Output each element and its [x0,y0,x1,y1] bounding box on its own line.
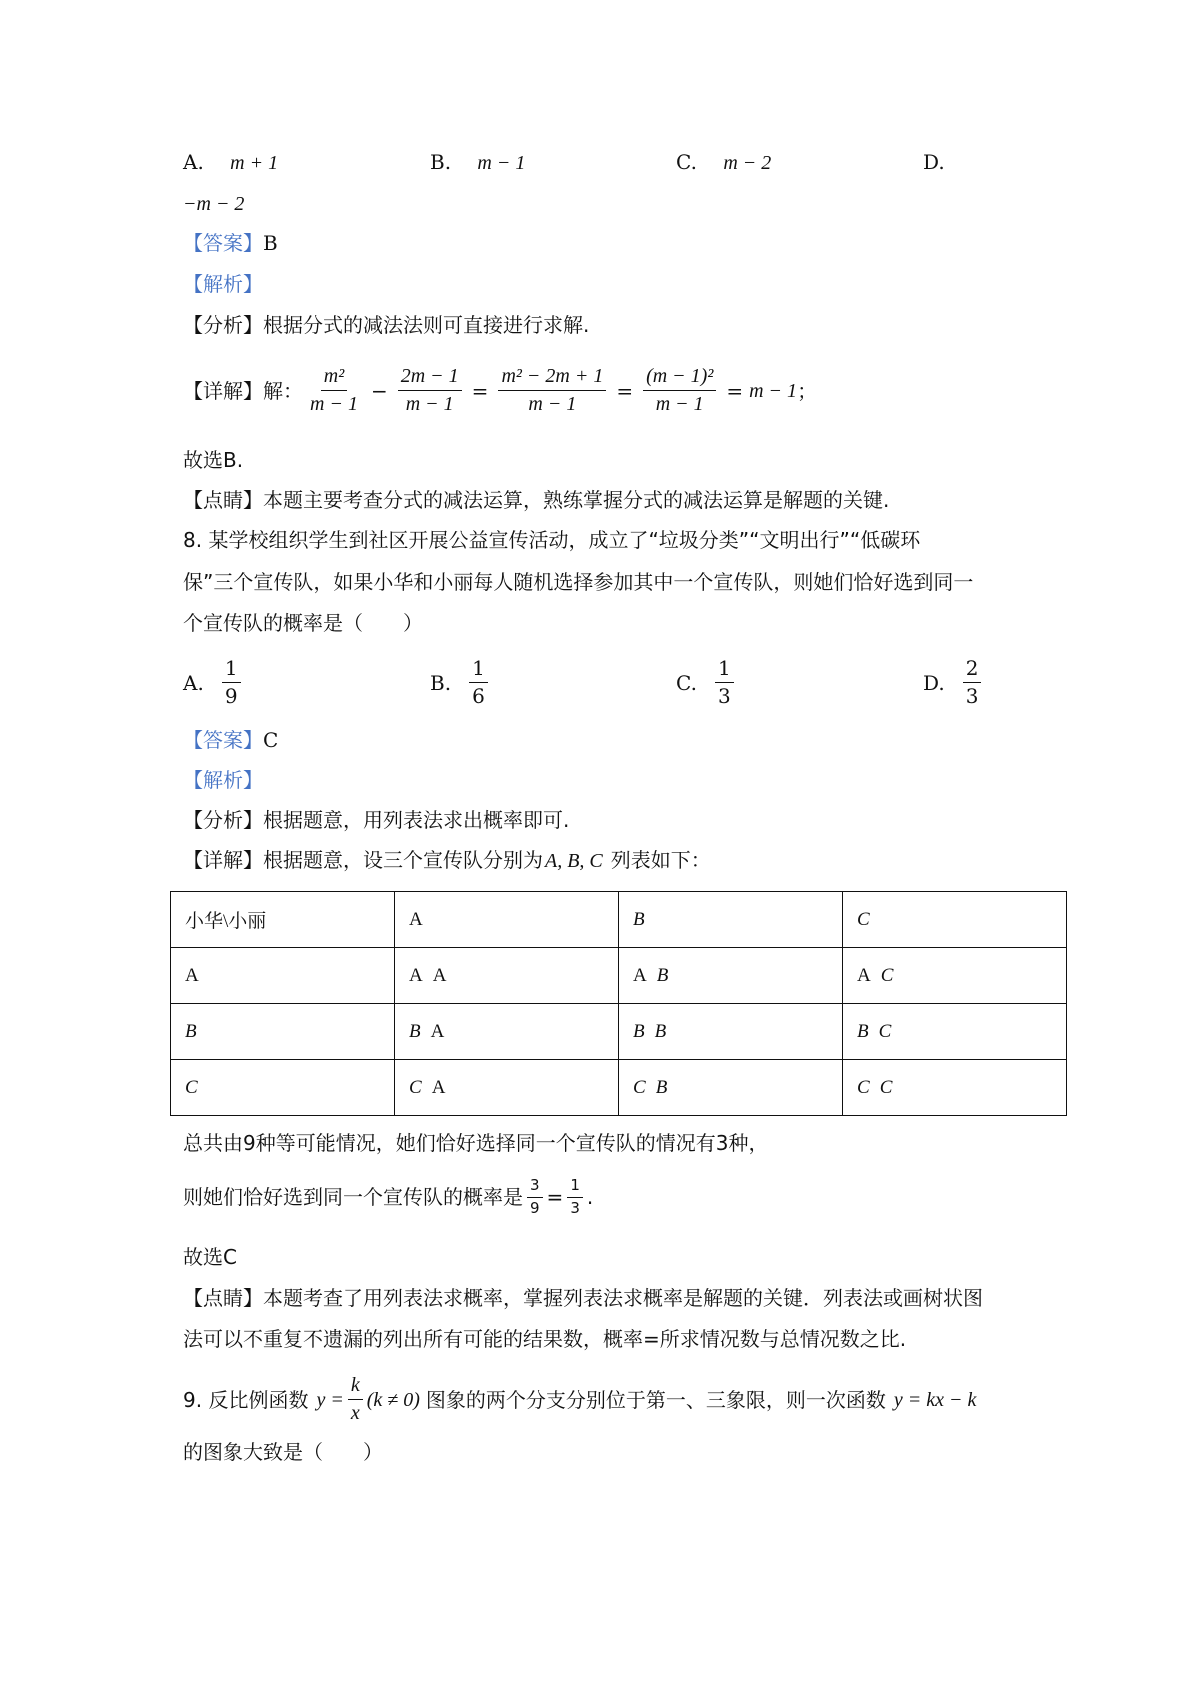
comment-tag: 【点睛】 [183,1286,263,1310]
outcome-table [170,891,1067,1116]
table-cell [395,1060,619,1116]
q7-answer [183,233,278,253]
cell-second: B [656,964,669,986]
fenxi-tag: 【分析】 [183,808,263,832]
table-header-row [171,892,1067,948]
formula-result: m − 1 [749,379,798,402]
cell-first: A [633,964,647,986]
numerator: 1 [567,1178,583,1198]
option-value: m − 2 [723,152,772,174]
q8-comment-line-1 [183,1288,983,1308]
q8-fenxi [183,810,569,830]
denominator: m − 1 [310,393,358,415]
detail-prefix: 解： [263,378,303,403]
numerator: (m − 1)² [643,366,716,391]
denominator: 9 [224,684,238,708]
denominator: m − 1 [528,393,577,415]
q8-stem-line-1: 8. 某学校组织学生到社区开展公益宣传活动，成立了“垃圾分类”“文明出行”“低碳环 [183,528,921,552]
table-header-cell: C [843,892,1067,948]
q7-option-d-label[interactable] [923,152,945,172]
answer-tag: 【答案】 [183,231,263,255]
option-value: m + 1 [230,152,279,174]
fraction-2 [398,366,462,415]
table-row-header: A [171,948,395,1004]
fenxi-text: 根据分式的减法法则可直接进行求解. [263,313,590,337]
prob-prefix: 则她们恰好选到同一个宣传队的概率是 [183,1185,523,1210]
cell-first: B [409,1020,421,1042]
cell-second: A [430,1020,445,1042]
q9-middle: 图象的两个分支分别位于第一、三象限，则一次函数 [425,1387,886,1412]
q9-linear: y = kx − k [893,1388,977,1411]
option-fraction [222,658,241,707]
q9-prefix: 9. 反比例函数 [183,1387,309,1412]
option-fraction [715,658,734,707]
comment-tag: 【点睛】 [183,488,263,512]
equals-sign: = [471,378,489,403]
option-label: D. [923,670,945,695]
detail-vars: A, B, C [545,850,603,872]
prob-fraction-1 [527,1178,543,1217]
cell-first: B [857,1020,869,1042]
table-cell [843,1060,1067,1116]
fenxi-tag: 【分析】 [183,313,263,337]
denominator: m − 1 [405,393,454,415]
table-cell [395,1004,619,1060]
option-label: C. [676,670,697,695]
minus-sign: − [370,378,388,403]
answer-value: B [263,231,278,255]
numerator: 3 [527,1178,543,1198]
q8-option-a[interactable] [183,658,245,707]
option-fraction [963,658,982,707]
q8-analysis-tag: 【解析】 [183,768,263,792]
q7-option-c[interactable] [676,152,771,173]
denominator: m − 1 [655,393,704,415]
formula-tail: ； [797,378,818,403]
option-value: m − 1 [477,152,526,174]
q9-fraction [348,1375,363,1424]
equals-sign: = [616,378,634,403]
table-row [171,1060,1067,1116]
q7-option-b[interactable] [430,152,525,173]
numerator: 2 [963,658,982,683]
numerator: m² − 2m + 1 [498,366,606,391]
detail-text: 根据题意，设三个宣传队分别为 [263,848,543,872]
numerator: k [348,1375,363,1400]
option-label: C. [676,150,697,174]
q9-condition: (k ≠ 0) [366,1388,420,1411]
denominator: 3 [717,684,731,708]
comment-text: 本题考查了用列表法求概率，掌握列表法求概率是解题的关键．列表法或画树状图 [263,1286,983,1310]
numerator: 1 [469,658,488,683]
numerator: m² [321,366,347,391]
q8-probability-line [183,1178,593,1217]
table-row [171,948,1067,1004]
answer-tag: 【答案】 [183,728,263,752]
table-header-cell: A [395,892,619,948]
cell-first: A [409,964,423,986]
cell-first: C [857,1076,870,1098]
denominator: 6 [472,684,485,708]
q9-stem-line-1 [183,1375,976,1424]
cell-second: B [654,1020,667,1042]
prob-fraction-2 [567,1178,583,1217]
q7-detail-formula [183,366,817,415]
cell-second: C [879,1076,893,1098]
table-cell [619,1004,843,1060]
q7-fenxi [183,315,589,335]
q8-answer [183,730,278,750]
numerator: 1 [222,658,241,683]
q8-stem-line-2: 保”三个宣传队，如果小华和小丽每人随机选择参加其中一个宣传队，则她们恰好选到同一 [183,570,974,594]
numerator: 1 [715,658,734,683]
equals-sign: = [726,378,744,403]
detail-tag: 【详解】 [183,848,263,872]
table-row-header: B [171,1004,395,1060]
denominator: 9 [530,1198,540,1217]
cell-first: A [857,964,871,986]
q8-comment-line-2: 法可以不重复不遗漏的列出所有可能的结果数，概率=所求情况数与总情况数之比. [183,1327,907,1351]
table-cell [843,1004,1067,1060]
cell-first: B [633,1020,645,1042]
cell-second: C [878,1020,892,1042]
fenxi-text: 根据题意，用列表法求出概率即可. [263,808,570,832]
q8-detail [183,850,711,871]
q8-stem-line-3: 个宣传队的概率是（ ） [183,611,423,635]
q7-conclusion: 故选B. [183,448,244,472]
q7-comment [183,490,889,510]
prob-equals: = [546,1185,564,1210]
q8-after-table: 总共由9种等可能情况，她们恰好选择同一个宣传队的情况有3种， [183,1131,769,1155]
comment-text: 本题主要考查分式的减法运算，熟练掌握分式的减法运算是解题的关键. [263,488,890,512]
cell-second: B [655,1076,668,1098]
table-row-header: C [171,1060,395,1116]
q9-stem-line-2: 的图象大致是（ ） [183,1440,383,1464]
cell-second: A [432,964,447,986]
option-label: A. [183,150,204,174]
q8-conclusion: 故选C [183,1245,237,1269]
option-label: B. [430,670,452,695]
q7-analysis-tag: 【解析】 [183,272,263,296]
table-cell [843,948,1067,1004]
cell-second: A [431,1076,446,1098]
denominator: 3 [965,684,979,708]
table-header-cell: B [619,892,843,948]
option-label: A. [183,670,204,695]
fraction-3 [498,366,606,415]
table-cell [619,948,843,1004]
denominator: 3 [570,1198,580,1217]
q9-y-eq: y = [316,1388,344,1411]
table-cell [619,1060,843,1116]
q8-option-c[interactable] [676,658,738,707]
fraction-1 [307,366,361,415]
detail-suffix: 列表如下： [610,848,711,872]
prob-end: . [586,1185,594,1210]
cell-first: C [409,1076,422,1098]
detail-tag: 【详解】 [183,378,263,403]
option-label: D. [923,150,945,174]
q8-option-d[interactable] [923,658,985,707]
q7-option-a[interactable] [183,152,278,173]
q7-option-d-value: −m − 2 [183,193,245,215]
cell-first: C [633,1076,646,1098]
fraction-4 [643,366,716,415]
denominator: x [350,1402,360,1424]
numerator: 2m − 1 [398,366,462,391]
answer-value: C [263,728,279,752]
cell-second: C [880,964,894,986]
option-label: B. [430,150,452,174]
q8-option-b[interactable] [430,658,492,707]
table-cell [395,948,619,1004]
option-fraction [469,658,488,707]
table-corner-cell: 小华\小丽 [171,892,395,948]
table-row [171,1004,1067,1060]
